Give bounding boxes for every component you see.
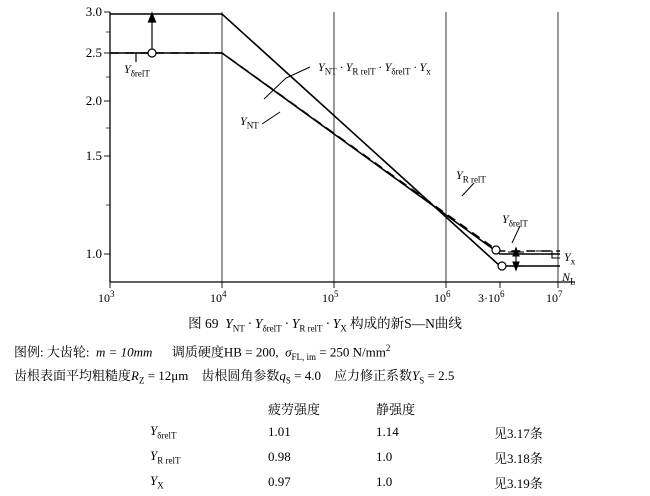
annotation-y-deltarelt-right [502,212,528,228]
y-tick-3-0: 3.0 [85,4,102,19]
figure-number: 图 69 [188,316,219,331]
annc-s2: R relT [352,66,376,77]
row0-fatigue: 1.01 [268,424,291,440]
row0-static: 1.14 [376,424,399,440]
row1-fatigue: 0.98 [268,449,291,465]
annyx-sub: x [570,256,576,267]
legend-ys-pre: 应力修正系数 [334,368,413,384]
annc-m3: · Y [410,60,427,74]
row2-factor-sub: X [157,481,164,491]
annc-s4: x [426,66,431,77]
annotation-y-rrelt [456,168,486,184]
curve-composite-dashed [110,53,560,251]
annrr-sub: R relT [462,174,486,185]
cap-s2: δrelT [262,323,282,334]
x-tick-1e3-exp: 3 [110,289,115,299]
y-tick-2-0: 2.0 [85,93,102,108]
table-header-row [150,396,543,420]
legend-rough-R: R [131,368,139,384]
anndr-sub: δrelT [508,218,528,229]
header-blank [150,396,268,420]
legend-q-pre: 齿根圆角参数 [201,368,280,384]
row0-factor [150,420,268,445]
cap-p1: Y [225,316,233,331]
x-tick-1e5 [322,289,339,306]
x-tick-1e4-base: 10 [210,291,222,305]
row0-factor-main: Y [150,423,158,439]
table-row [150,445,543,470]
x-tick-3e6-base: 3·10 [478,291,500,305]
caption-block [0,312,650,495]
ann1-main: Y [124,62,131,76]
row1-factor-sub: R relT [157,456,181,466]
annc-main: Y [318,60,325,74]
annnt-sub: NT [246,120,259,131]
legend-label: 图例: 大齿轮: [14,344,90,360]
legend-rough-pre: 齿根表面平均粗糙度 [14,368,132,384]
x-tick-3e6 [478,289,505,306]
anndr-main: Y [502,212,509,226]
x-tick-marks [110,282,558,288]
cap-s1: NT [232,323,245,334]
data-markers [148,49,506,270]
grid-vertical [222,12,558,282]
annc-s1: NT [324,66,337,77]
legend-sigma-val: = 250 N/mm [316,344,386,360]
x-tick-1e7 [546,289,563,306]
legend-line-1 [14,341,650,366]
x-tick-1e4 [210,289,227,306]
annc-m1: · Y [336,60,353,74]
row1-factor [150,445,268,470]
curve-composite-solid [110,14,560,266]
cap-p5: 构成的新S—N曲线 [346,316,462,331]
x-tick-3e6-exp: 6 [500,289,505,299]
cap-p2: · Y [244,316,263,331]
row2-static: 1.0 [376,474,393,490]
y-tick-1-5: 1.5 [85,148,102,163]
legend-hardness: 调质硬度HB = 200, [171,344,279,360]
figure-caption [0,312,650,334]
annotation-y-nt [240,114,259,130]
row1-static: 1.0 [376,449,393,465]
header-fatigue: 疲劳强度 [268,401,321,417]
row1-note: 见3.18条 [494,450,543,466]
legend-module: m = 10mm [95,344,153,360]
annnl-main: N [562,270,571,284]
x-tick-1e5-base: 10 [322,291,334,305]
legend-rough-sub: Z [138,375,145,386]
table-row [150,420,543,445]
annrr-main: Y [456,168,463,182]
legend-ys-val: = 2.5 [424,368,455,384]
legend-lines [0,341,650,390]
annotation-y-x [564,250,575,266]
y-tick-1-0: 1.0 [85,246,102,261]
legend-rough-val: = 12μm [144,368,189,384]
legend-q-val: = 4.0 [290,368,322,384]
header-static: 静强度 [376,401,416,417]
annotation-y-deltarelt-left [124,62,150,78]
annotation-composite [318,60,431,76]
row2-fatigue: 0.97 [268,474,291,490]
x-tick-1e7-exp: 7 [558,289,563,299]
cap-p3: · Y [281,316,300,331]
x-tick-1e6 [434,289,451,306]
row2-factor-main: Y [150,473,158,489]
annc-m2: · Y [375,60,392,74]
y-tick-2-5: 2.5 [85,45,102,60]
table-row [150,470,543,495]
legend-sigma-sup: 2 [385,342,391,353]
curve-ynt-solid [110,53,560,254]
legend-q-sub: S [285,375,291,386]
x-tick-1e5-exp: 5 [334,289,339,299]
factors-table [150,396,543,495]
leader-lines [262,67,520,243]
legend-q: q [279,368,286,384]
grid-y-ticks [104,12,110,254]
ann1-sub: δrelT [130,68,150,79]
legend-line-2 [14,365,650,389]
annyx-main: Y [564,250,571,264]
annc-s3: δrelT [391,66,411,77]
row0-factor-sub: δrelT [157,431,177,441]
row0-note: 见3.17条 [494,425,543,441]
legend-ys-sub: S [419,375,425,386]
x-tick-1e3 [98,289,115,306]
x-tick-1e7-base: 10 [546,291,558,305]
annnl-sub: L [570,276,576,287]
annotation-n-l [562,270,576,286]
legend-sigma-sub: FL, im [291,351,317,362]
x-tick-1e6-exp: 6 [446,289,451,299]
x-tick-1e4-exp: 4 [222,289,227,299]
row2-note: 见3.19条 [494,475,543,491]
legend-sigma: σ [285,344,292,360]
cap-s3: R relT [299,323,323,334]
header-note [494,396,543,420]
x-tick-1e6-base: 10 [434,291,446,305]
row1-factor-main: Y [150,448,158,464]
annnt-main: Y [240,114,247,128]
legend-ys: Y [412,368,420,384]
cap-s4: X [340,323,347,334]
row2-factor [150,470,268,495]
x-tick-1e3-base: 10 [98,291,110,305]
cap-p4: · Y [322,316,341,331]
